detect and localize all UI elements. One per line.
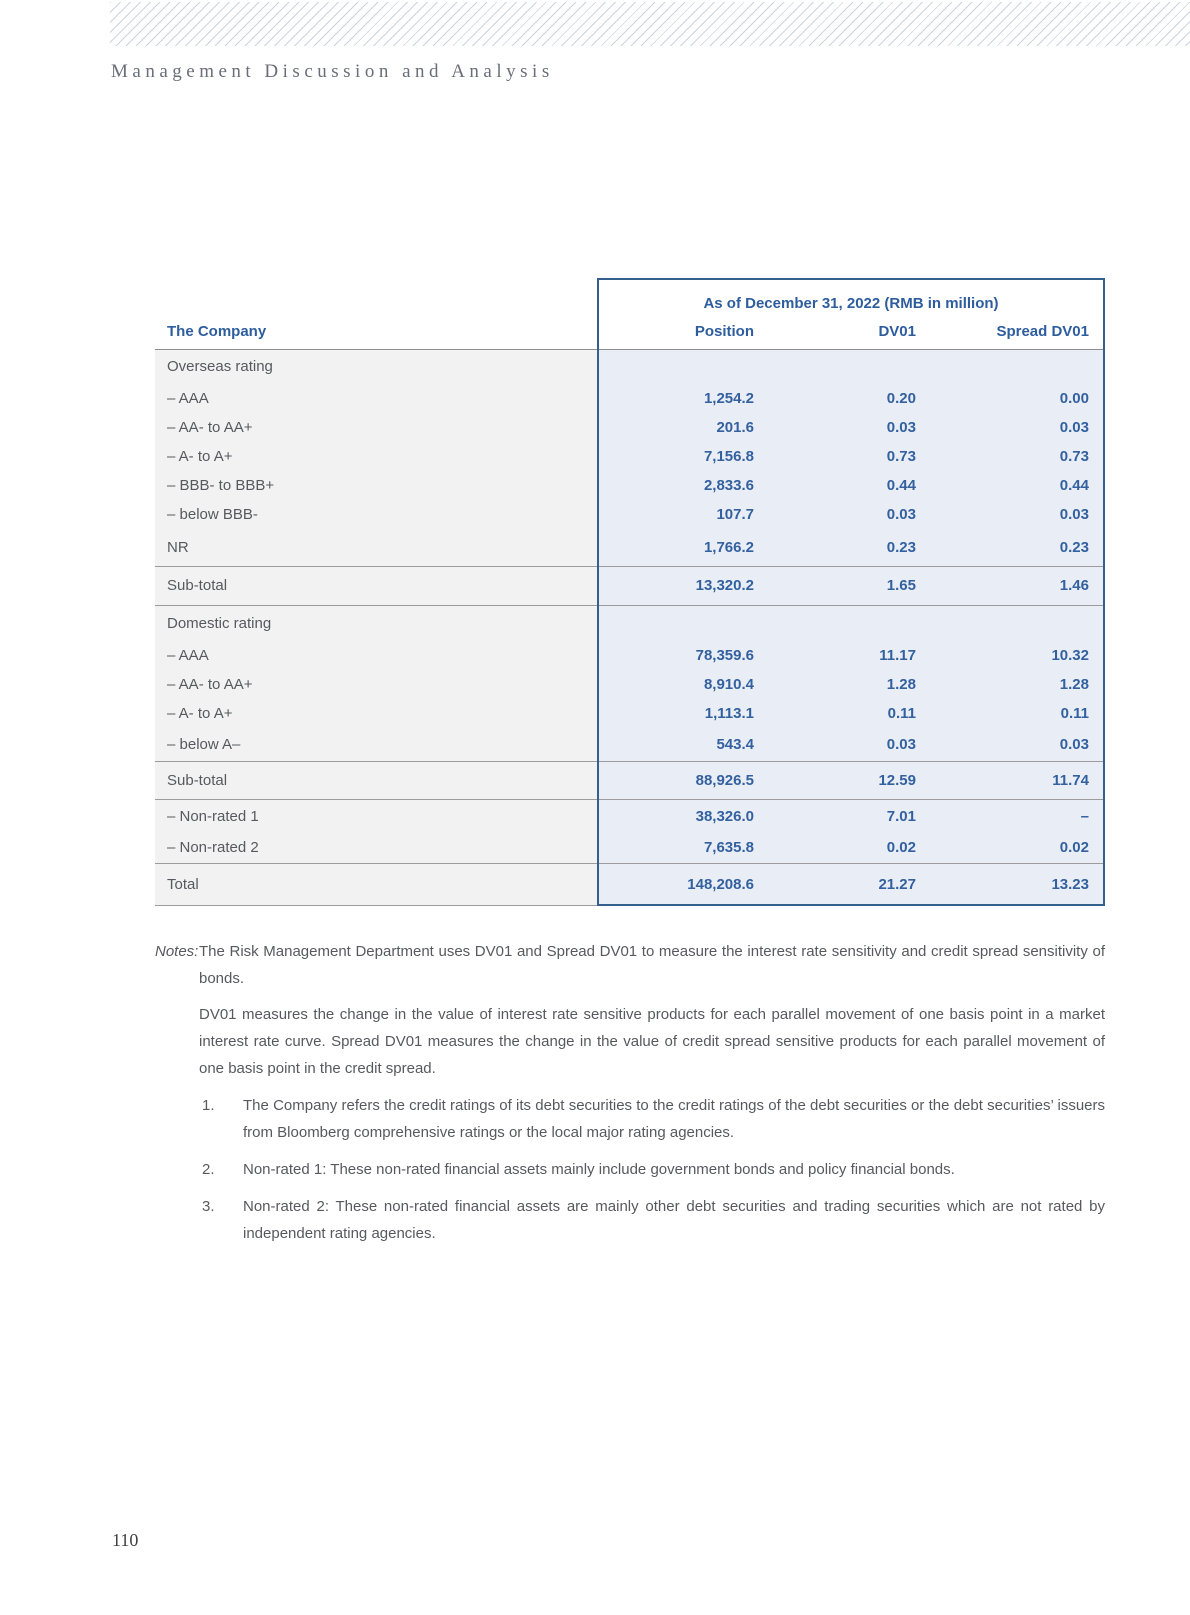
notes-label: Notes: <box>155 943 199 960</box>
position-cell <box>597 605 770 641</box>
notes-paragraph-text: DV01 measures the change in the value of interest rate sensitive products for each parallel movement of one basis point in a market interest rate curve. Spread DV01 measures the change in the value of credit spread sensitive products for each parallel movement of one basis point in the credit spread. <box>199 1006 1105 1077</box>
notes-paragraph <box>155 938 1105 992</box>
spread-cell: – <box>932 799 1105 833</box>
notes-list-item <box>155 1156 1105 1183</box>
position-cell: 1,113.1 <box>597 699 770 728</box>
row-label-cell: – Non-rated 1 <box>155 799 597 833</box>
dv01-cell: 7.01 <box>770 799 932 833</box>
decorative-hatch-band <box>110 2 1190 46</box>
dv01-cell: 21.27 <box>770 863 932 905</box>
row-label-cell: NR <box>155 529 597 566</box>
spread-cell: 0.03 <box>932 728 1105 761</box>
spread-cell: 1.46 <box>932 566 1105 605</box>
dv01-cell: 0.03 <box>770 728 932 761</box>
row-label-cell: – below A– <box>155 728 597 761</box>
position-cell: 1,766.2 <box>597 529 770 566</box>
row-label-cell: Sub-total <box>155 761 597 799</box>
position-cell: 1,254.2 <box>597 384 770 413</box>
table-row-overseas-rating <box>155 349 1105 384</box>
position-cell: 7,156.8 <box>597 442 770 471</box>
running-head: Management Discussion and Analysis <box>111 61 554 82</box>
dv01-cell: 0.03 <box>770 413 932 442</box>
spread-cell: 0.02 <box>932 833 1105 863</box>
position-cell: 148,208.6 <box>597 863 770 905</box>
note-item-number: 1. <box>202 1097 215 1114</box>
position-cell: 13,320.2 <box>597 566 770 605</box>
dv01-cell: 0.11 <box>770 699 932 728</box>
table-row-overseas-nr <box>155 529 1105 566</box>
notes-list-item <box>155 1193 1105 1247</box>
spread-cell: 0.03 <box>932 500 1105 529</box>
spread-cell: 0.73 <box>932 442 1105 471</box>
spread-cell: 13.23 <box>932 863 1105 905</box>
notes-paragraph-text: The Risk Management Department uses DV01 and Spread DV01 to measure the interest rate sensitivity and credit spread sensitivity of bonds. <box>199 943 1105 987</box>
row-label-cell: – below BBB- <box>155 500 597 529</box>
company-column-header: The Company <box>155 278 597 349</box>
row-label-cell: Sub-total <box>155 566 597 605</box>
table-row-domestic-rating <box>155 605 1105 641</box>
page-number: 110 <box>112 1530 139 1550</box>
spread-cell: 0.03 <box>932 413 1105 442</box>
position-cell: 543.4 <box>597 728 770 761</box>
position-cell: 38,326.0 <box>597 799 770 833</box>
table-row-domestic-aaa <box>155 641 1105 670</box>
notes-section <box>155 938 1105 1247</box>
row-label-cell: Domestic rating <box>155 605 597 641</box>
row-label-cell: – AA- to AA+ <box>155 670 597 699</box>
position-cell: 88,926.5 <box>597 761 770 799</box>
spread-cell: 0.11 <box>932 699 1105 728</box>
note-item-number: 2. <box>202 1161 215 1178</box>
dv01-column-header: DV01 <box>770 314 932 349</box>
spread-cell: 1.28 <box>932 670 1105 699</box>
position-column-header: Position <box>597 314 770 349</box>
note-item-number: 3. <box>202 1198 215 1215</box>
dv01-cell: 1.65 <box>770 566 932 605</box>
position-cell: 2,833.6 <box>597 471 770 500</box>
table-row-overseas-a <box>155 442 1105 471</box>
spread-cell: 0.44 <box>932 471 1105 500</box>
spread-cell <box>932 349 1105 384</box>
row-label-cell: Total <box>155 863 597 905</box>
dv01-cell <box>770 605 932 641</box>
dv01-cell: 0.02 <box>770 833 932 863</box>
dv01-cell: 0.44 <box>770 471 932 500</box>
dv01-cell <box>770 349 932 384</box>
dv01-cell: 0.20 <box>770 384 932 413</box>
period-header: As of December 31, 2022 (RMB in million) <box>597 278 1105 314</box>
dv01-cell: 11.17 <box>770 641 932 670</box>
table-row-non-rated-2 <box>155 833 1105 863</box>
spread-cell <box>932 605 1105 641</box>
row-label-cell: – A- to A+ <box>155 442 597 471</box>
row-label-cell: – BBB- to BBB+ <box>155 471 597 500</box>
dv01-cell: 1.28 <box>770 670 932 699</box>
notes-paragraph <box>155 1001 1105 1082</box>
row-label-cell: – AA- to AA+ <box>155 413 597 442</box>
dv01-cell: 0.23 <box>770 529 932 566</box>
table-row-overseas-bbb <box>155 471 1105 500</box>
table-row-non-rated-1 <box>155 799 1105 833</box>
row-label-cell: – AAA <box>155 641 597 670</box>
position-cell: 107.7 <box>597 500 770 529</box>
position-cell: 7,635.8 <box>597 833 770 863</box>
table-header-row-period <box>155 278 1105 314</box>
position-cell: 78,359.6 <box>597 641 770 670</box>
spread-dv01-column-header: Spread DV01 <box>932 314 1105 349</box>
spread-cell: 0.00 <box>932 384 1105 413</box>
table-row-overseas-aa <box>155 413 1105 442</box>
table-row-overseas-below-bbb <box>155 500 1105 529</box>
notes-list-item <box>155 1092 1105 1146</box>
spread-cell: 0.23 <box>932 529 1105 566</box>
ratings-table-grid <box>155 278 1105 906</box>
table-row-domestic-below-a <box>155 728 1105 761</box>
table-row-domestic-subtotal <box>155 761 1105 799</box>
table-row-overseas-aaa <box>155 384 1105 413</box>
position-cell <box>597 349 770 384</box>
row-label-cell: Overseas rating <box>155 349 597 384</box>
table-row-domestic-aa <box>155 670 1105 699</box>
dv01-cell: 0.73 <box>770 442 932 471</box>
note-item-text: The Company refers the credit ratings of its debt securities to the credit ratings of the debt securities or the debt securities’ issuers from Bloomberg comprehensive ratings or the local major rating agencies. <box>243 1097 1105 1141</box>
position-cell: 201.6 <box>597 413 770 442</box>
row-label-cell: – A- to A+ <box>155 699 597 728</box>
dv01-cell: 12.59 <box>770 761 932 799</box>
row-label-cell: – AAA <box>155 384 597 413</box>
position-cell: 8,910.4 <box>597 670 770 699</box>
table-row-overseas-subtotal <box>155 566 1105 605</box>
row-label-cell: – Non-rated 2 <box>155 833 597 863</box>
note-item-text: Non-rated 1: These non-rated financial assets mainly include government bonds and policy financial bonds. <box>243 1161 955 1178</box>
ratings-table <box>155 278 1105 906</box>
table-row-domestic-a <box>155 699 1105 728</box>
table-row-total <box>155 863 1105 905</box>
note-item-text: Non-rated 2: These non-rated financial assets are mainly other debt securities and trading securities which are not rated by independent rating agencies. <box>243 1198 1105 1242</box>
spread-cell: 11.74 <box>932 761 1105 799</box>
dv01-cell: 0.03 <box>770 500 932 529</box>
spread-cell: 10.32 <box>932 641 1105 670</box>
